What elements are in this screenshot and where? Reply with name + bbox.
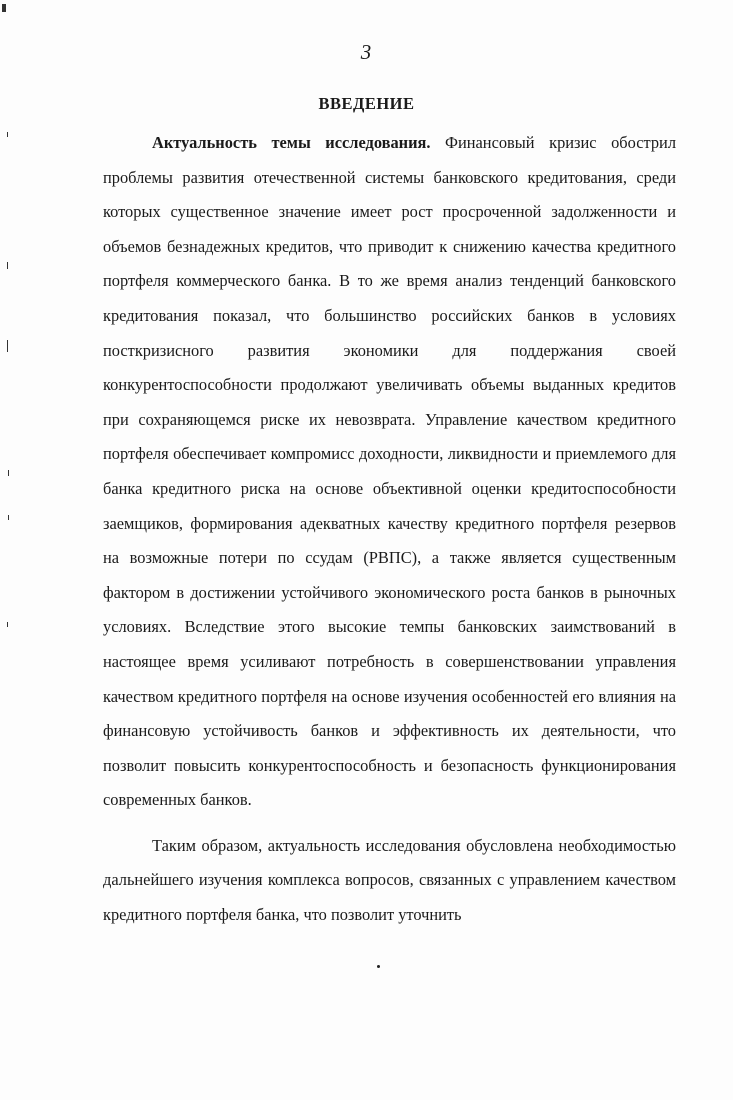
paragraph-1-lead: Актуальность темы исследования. [152,133,431,152]
paragraph-1-text: Финансовый кризис обострил проблемы развития отечественной системы банковского кредитования, среди которых существенное значение имеет рост просроченной задолженности и объемов безнадежных кредитов, что приводит к снижению качества кредитного портфеля коммерческого банка. В то же время анализ тенденций банковского кредитования показал, что большинство российских банков в условиях посткризисного развития экономики для поддержания своей конкурентоспособности продолжают увеличивать объемы выданных кредитов при сохраняющемся риске их невозврата. Управление качеством кредитного портфеля обеспечивает компромисс доходности, ликвидности и приемлемого для банка кредитного риска на основе объективной оценки кредитоспособности заемщиков, формирования адекватных качеству кредитного портфеля резервов на возможные потери по ссудам (РВПС), а также является существенным фактором в достижении устойчивого экономического роста банков в рыночных условиях. Вследствие этого высокие темпы банковских заимствований в настоящее время усиливают потребность в совершенствовании управления качеством кредитного портфеля на основе изучения особенностей его влияния на финансовую устойчивость банков и эффективность их деятельности, что позволит повысить конкурентоспособность и безопасность функционирования современных банков. [103,133,677,810]
scan-mark-corner [2,4,6,12]
scan-mark-margin [7,340,8,352]
scan-mark-margin [7,262,8,269]
body-text [103,126,676,933]
paragraph-2-text: Таким образом, актуальность исследования обусловлена необходимостью дальнейшего изучения комплекса вопросов, связанных с управлением качеством кредитного портфеля банка, что позволит уточнить [103,835,676,925]
scan-mark-margin [7,132,8,137]
section-heading: ВВЕДЕНИЕ [318,94,415,113]
paragraph-2 [103,829,676,933]
scan-dot [377,965,380,968]
scan-mark-margin [8,515,9,520]
scan-mark-margin [7,622,8,627]
page-number: 3 [360,40,373,64]
scan-mark-margin [8,470,9,476]
paragraph-1 [103,126,676,818]
